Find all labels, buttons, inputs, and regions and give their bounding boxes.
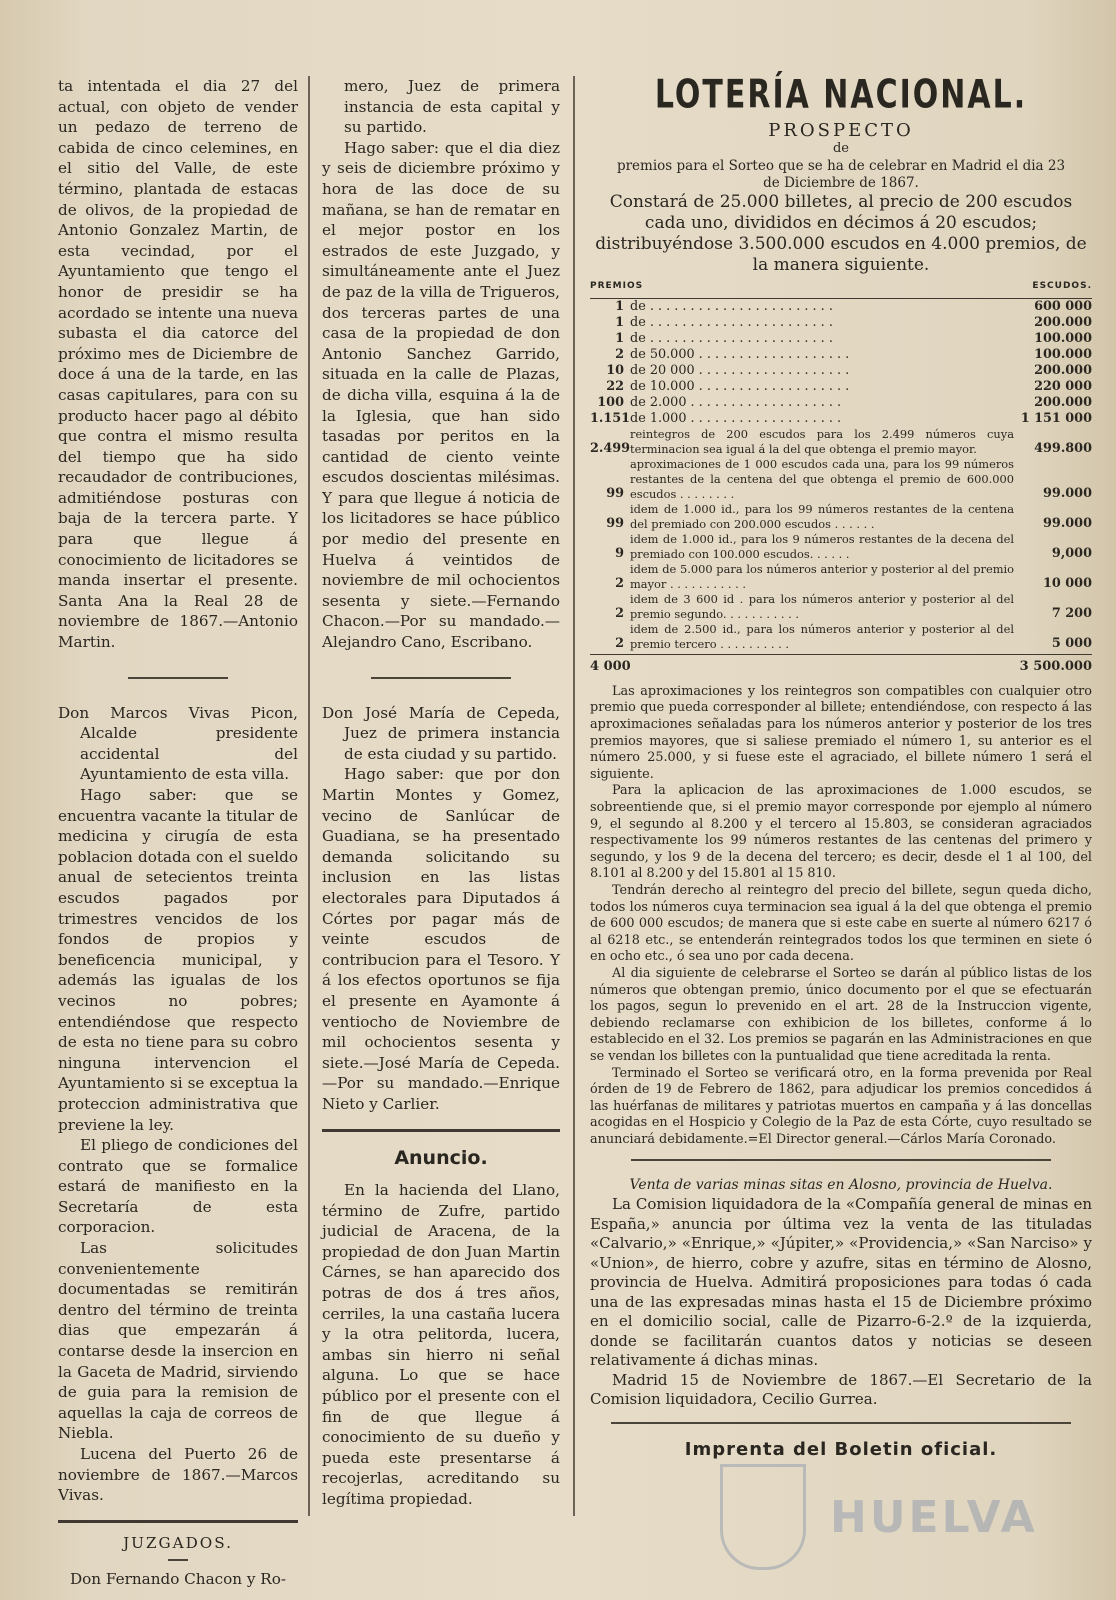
section-rule <box>58 1520 298 1523</box>
prize-amount: 99.000 <box>1043 516 1092 532</box>
prize-description: idem de 5.000 para los números anterior y posterior al del premio mayor . . . . . . . . . . . <box>630 562 1014 592</box>
prize-count: 2 <box>615 606 624 622</box>
prize-description: idem de 2.500 id., para los números anterior y posterior al del premio tercero . . . . . . . . . . <box>630 622 1014 652</box>
prize-description: de . . . . . . . . . . . . . . . . . . . . . . . <box>630 315 833 331</box>
lottery-title: LOTERÍA NACIONAL. <box>654 72 1028 119</box>
total-prizes-count: 4 000 <box>590 659 631 675</box>
prospecto-de: de <box>832 141 849 157</box>
section-divider <box>631 1159 1051 1161</box>
prize-amount: 5 000 <box>1051 636 1092 652</box>
prize-amount: 100.000 <box>1034 347 1092 363</box>
prize-description: idem de 1.000 id., para los 9 números restantes de la decena del premiado con 100.000 escudos. . . . . . <box>630 532 1014 562</box>
column-divider <box>573 76 575 1516</box>
lottery-note: Para la aplicacion de las aproximaciones de 1.000 escudos, se sobreentiende que, si el premio mayor corresponde por ejemplo al número 9, el segundo al 8.200 y el tercero al 15.803, se consideran agraciados respectivamente los 99 números restantes de las centenas del primero y segundo, y los 9 de la decena del tercero; es decir, desde el 1 al 100, del 8.101 al 8.200 y del 15.801 al 15 810. <box>590 783 1092 882</box>
prize-count: 2 <box>615 576 624 592</box>
mayor-notice-paragraph: El pliego de condiciones del contrato que se formalice estará de manifiesto en la Secretaría de esta corporacion. <box>58 1136 298 1237</box>
lottery-note: Tendrán derecho al reintegro del precio del billete, segun queda dicho, todos los números cuya terminacion sea igual á la del que obtenga el premio de 600 000 escudos; de manera que si este cabe en suerte al número 6217 ó al 6218 etc., se entenderán reintegrados todos los que terminen en siete ó en ocho etc., ó sea uno por cada decena. <box>590 883 1092 965</box>
prize-amount: 1 151 000 <box>1020 411 1092 427</box>
judge-notice-paragraph: Hago saber: que el dia diez y seis de diciembre próximo y hora de las doce de su mañana, se han de rematar en el mejor postor en los estrados de este Juzgado, y simultáneamente ante el Juez de paz de la villa de Trigueros, dos terceras partes de una casa de la propiedad de don Antonio Sanchez Garrido, situada en la calle de Plazas, de dicha villa, esquina á la de la Iglesia, que han sido tasadas por peritos en la cantidad de ciento veinte escudos doscientas milésimas. Y para que llegue á noticia de los licitadores se hace público por medio del presente en Huelva á veintidos de noviembre de mil ochocientos sesenta y siete.—Fernando Chacon.—Por su mandado.—Alejandro Cano, Escribano. <box>322 138 560 652</box>
prize-row <box>590 427 1092 457</box>
prize-count: 99 <box>606 486 624 502</box>
prize-row <box>590 315 1092 331</box>
mayor-notice-title: Don Marcos Vivas Picon, Alcalde presidente accidental del Ayuntamiento de esta villa. <box>58 703 298 784</box>
prize-description: de 2.000 . . . . . . . . . . . . . . . . . . . <box>630 395 842 411</box>
column-divider <box>308 76 310 1516</box>
prize-row <box>590 592 1092 622</box>
prize-amount: 200.000 <box>1034 363 1092 379</box>
prize-amount: 499.800 <box>1034 441 1092 457</box>
prize-amount: 220 000 <box>1034 379 1092 395</box>
section-divider <box>168 1559 188 1561</box>
prize-row <box>590 562 1092 592</box>
prize-row <box>590 532 1092 562</box>
prize-row <box>590 411 1092 427</box>
prize-amount: 7 200 <box>1051 606 1092 622</box>
section-heading-juzgados: JUZGADOS. <box>123 1533 233 1552</box>
prize-description: idem de 1.000 id., para los 99 números restantes de la centena del premiado con 200.000 escudos . . . . . . <box>630 502 1014 532</box>
anuncio-paragraph: En la hacienda del Llano, término de Zufre, partido judicial de Aracena, de la propiedad de don Juan Martin Cárnes, se han aparecido dos potras de dos á tres años, cerriles, la una castaña lucera y la otra pelitorda, lucera, ambas sin hierro ni señal alguna. Lo que se hace público por el presente con el fin de que llegue á conocimiento de su dueño y pueda este presentarse á recojerlas, acreditando su legítima propiedad. <box>322 1181 560 1508</box>
lottery-notes <box>590 684 1092 1149</box>
judge-notice-title-start: Don Fernando Chacon y Ro- <box>69 1570 287 1589</box>
watermark-text: HUELVA <box>830 1492 1038 1543</box>
prize-count: 100 <box>597 395 624 411</box>
prize-row <box>590 331 1092 347</box>
prize-count: 10 <box>606 363 624 379</box>
mines-sale-signature: Madrid 15 de Noviembre de 1867.—El Secretario de la Comision liquidadora, Cecilio Gurrea. <box>590 1370 1092 1409</box>
mayor-notice-paragraph: Hago saber: que se encuentra vacante la titular de medicina y cirugía de esta poblacion dotada con el sueldo anual de setecientos treinta escudos pagados por trimestres vencidos de los fondos de propios y beneficencia municipal, y además las igualas de los vecinos no pobres; entendiéndose que respecto de esta no tiene para su cobro ninguna intervencion el Ayuntamiento si se exceptua la proteccion administrativa que previene la ley. <box>58 786 298 1134</box>
column-3 <box>590 72 1092 1460</box>
prize-amount: 100.000 <box>1034 331 1092 347</box>
prize-description: aproximaciones de 1 000 escudos cada una, para los 99 números restantes de la centena del que obtenga el premio de 600.000 escudos . . . . . . . . <box>630 457 1014 502</box>
prize-table-header-premios: PREMIOS <box>590 280 644 291</box>
mines-sale-title: Venta de varias minas sitas en Alosno, provincia de Huelva. <box>629 1176 1053 1193</box>
prospecto-summary: Constará de 25.000 billetes, al precio de 200 escudos cada uno, divididos en décimos á 20 escudos; distribuyéndose 3.500.000 escudos en 4.000 premios, de la manera siguiente. <box>595 191 1087 275</box>
prize-row <box>590 502 1092 532</box>
lottery-note: Terminado el Sorteo se verificará otro, en la forma prevenida por Real órden de 19 de Febrero de 1862, para adjudicar los premios concedidos á las huérfanas de militares y patriotas muertos en campaña y á las doncellas acogidas en el Hospicio y Colegio de la Paz de esta Córte, cuyo resultado se anunciará debidamente.=El Director general.—Cárlos María Coronado. <box>590 1065 1092 1147</box>
prize-count: 2.499 <box>590 441 631 457</box>
prize-description: de 10.000 . . . . . . . . . . . . . . . . . . . <box>630 379 850 395</box>
prize-amount: 10 000 <box>1043 576 1092 592</box>
prize-amount: 200.000 <box>1034 395 1092 411</box>
prize-row <box>590 379 1092 395</box>
judge-notice-title-cont: mero, Juez de primera instancia de esta capital y su partido. <box>344 77 560 137</box>
prospecto-heading: PROSPECTO <box>768 119 914 141</box>
total-prizes-amount: 3 500.000 <box>1019 659 1092 675</box>
prize-description: idem de 3 600 id . para los números anterior y posterior al del premio segundo. . . . . . . . . . . <box>630 592 1014 622</box>
archive-watermark <box>700 1460 1080 1580</box>
lottery-note: Las aproximaciones y los reintegros son compatibles con cualquier otro premio que pueda corresponder al billete; entendiéndose, con respecto á las aproximaciones señaladas para los números anterior y posterior de los tres premios mayores, que si saliese premiado el número 1, su anterior es el número 25.000, y si fuese este el agraciado, el billete número 1 será el siguiente. <box>590 683 1092 782</box>
mayor-notice-paragraph: Las solicitudes convenientemente documentadas se remitirán dentro del término de treinta dias que empezarán á contarse desde la insercion en la Gaceta de Madrid, sirviendo de guia para la remision de aquellas la caja de correos de Niebla. <box>58 1239 298 1443</box>
prize-row <box>590 347 1092 363</box>
prize-description: de . . . . . . . . . . . . . . . . . . . . . . . <box>630 331 833 347</box>
judge2-notice-title: Don José María de Cepeda, Juez de primera instancia de esta ciudad y su partido. <box>322 703 560 763</box>
mayor-notice-signature: Lucena del Puerto 26 de noviembre de 1867.—Marcos Vivas. <box>58 1445 298 1505</box>
prize-row <box>590 395 1092 411</box>
prize-count: 1 <box>615 315 624 331</box>
mines-sale-paragraph: La Comision liquidadora de la «Compañía general de minas en España,» anuncia por última vez la venta de las tituladas «Calvario,» «Enrique,» «Júpiter,» «Providencia,» «San Narciso» y «Union», de hierro, cobre y azufre, sitas en término de Alosno, provincia de Huelva. Admitirá proposiciones para todas ó cada una de las expresadas minas hasta el 15 de Diciembre próximo en el domicilio social, calle de Pizarro-6-2.º de la izquierda, donde se facilitarán cuantos datos y noticias se deseen relativamente á dichas minas. <box>590 1195 1092 1370</box>
prize-description: de 1.000 . . . . . . . . . . . . . . . . . . . <box>630 411 842 427</box>
prize-table-header <box>590 276 1092 300</box>
section-rule <box>322 1129 560 1132</box>
printer-imprint: Imprenta del Boletin oficial. <box>684 1438 998 1460</box>
auction-notice-text: ta intentada el dia 27 del actual, con objeto de vender un pedazo de terreno de cabida de cinco celemines, en el sitio del Valle, de este término, plantada de estacas de olivos, de la propiedad de Antonio Gonzalez Martin, de esta vecindad, por el Ayuntamiento que tengo el honor de presidir se ha acordado se intente una nueva subasta el dia catorce del próximo mes de Diciembre de doce á una de la tarde, en las casas capitulares, para con su producto hacer pago al débito que contra el mismo resulta del tiempo que ha sido recaudador de contribuciones, admitiéndose posturas con baja de la tercera parte. Y para que llegue á conocimiento de licitadores se manda insertar el presente. Santa Ana la Real 28 de noviembre de 1867.—Antonio Martin. <box>58 77 298 652</box>
prize-table-totals <box>590 654 1092 678</box>
prize-amount: 600 000 <box>1034 299 1092 315</box>
anuncio-heading: Anuncio. <box>394 1146 488 1169</box>
prize-description: de 50.000 . . . . . . . . . . . . . . . . . . . <box>630 347 850 363</box>
prize-count: 99 <box>606 516 624 532</box>
prize-count: 1 <box>615 299 624 315</box>
prospecto-subtitle: premios para el Sorteo que se ha de celebrar en Madrid el dia 23 de Diciembre de 1867. <box>616 157 1066 191</box>
prize-row <box>590 299 1092 315</box>
lottery-note: Al dia siguiente de celebrarse el Sorteo se darán al público listas de los números que obtengan premio, único documento por el que se efectuarán los pagos, segun lo prevenido en el art. 28 de la Instruccion vigente, debiendo reclamarse con exhibicion de los billetes, conforme á lo establecido en el 32. Los premios se pagarán en las Administraciones en que se vendan los billetes con la puntualidad que tiene acreditada la renta. <box>590 965 1092 1064</box>
section-divider <box>128 677 228 679</box>
prize-table-header-escudos: ESCUDOS. <box>1032 280 1092 291</box>
prize-count: 2 <box>615 347 624 363</box>
judge2-notice-paragraph: Hago saber: que por don Martin Montes y Gomez, vecino de Sanlúcar de Guadiana, se ha presentado demanda solicitando su inclusion en las listas electorales para Diputados á Córtes por pagar más de veinte escudos de contribucion para el Tesoro. Y á los efectos oportunos se fija el presente en Ayamonte á ventiocho de Noviembre de mil ochocientos sesenta y siete.—José María de Cepeda.—Por su mandado.—Enrique Nieto y Carlier. <box>322 765 560 1113</box>
prize-count: 22 <box>606 379 624 395</box>
prize-amount: 200.000 <box>1034 315 1092 331</box>
prize-row <box>590 457 1092 502</box>
column-1 <box>58 76 298 1590</box>
prize-row <box>590 363 1092 379</box>
prize-description: reintegros de 200 escudos para los 2.499 números cuya terminacion sea igual á la del que obtenga el premio mayor. <box>630 427 1014 457</box>
prize-row <box>590 622 1092 652</box>
column-2 <box>322 76 560 1510</box>
prize-table <box>590 299 1092 652</box>
prize-count: 9 <box>615 546 624 562</box>
prize-count: 1.151 <box>590 411 631 427</box>
prize-description: de . . . . . . . . . . . . . . . . . . . . . . . <box>630 299 833 315</box>
prize-amount: 9,000 <box>1051 546 1092 562</box>
prize-description: de 20 000 . . . . . . . . . . . . . . . . . . . <box>630 363 850 379</box>
prize-count: 1 <box>615 331 624 347</box>
section-divider <box>611 1422 1071 1424</box>
section-divider <box>371 677 511 679</box>
prize-amount: 99.000 <box>1043 486 1092 502</box>
coat-of-arms-icon <box>720 1464 806 1570</box>
prize-count: 2 <box>615 636 624 652</box>
